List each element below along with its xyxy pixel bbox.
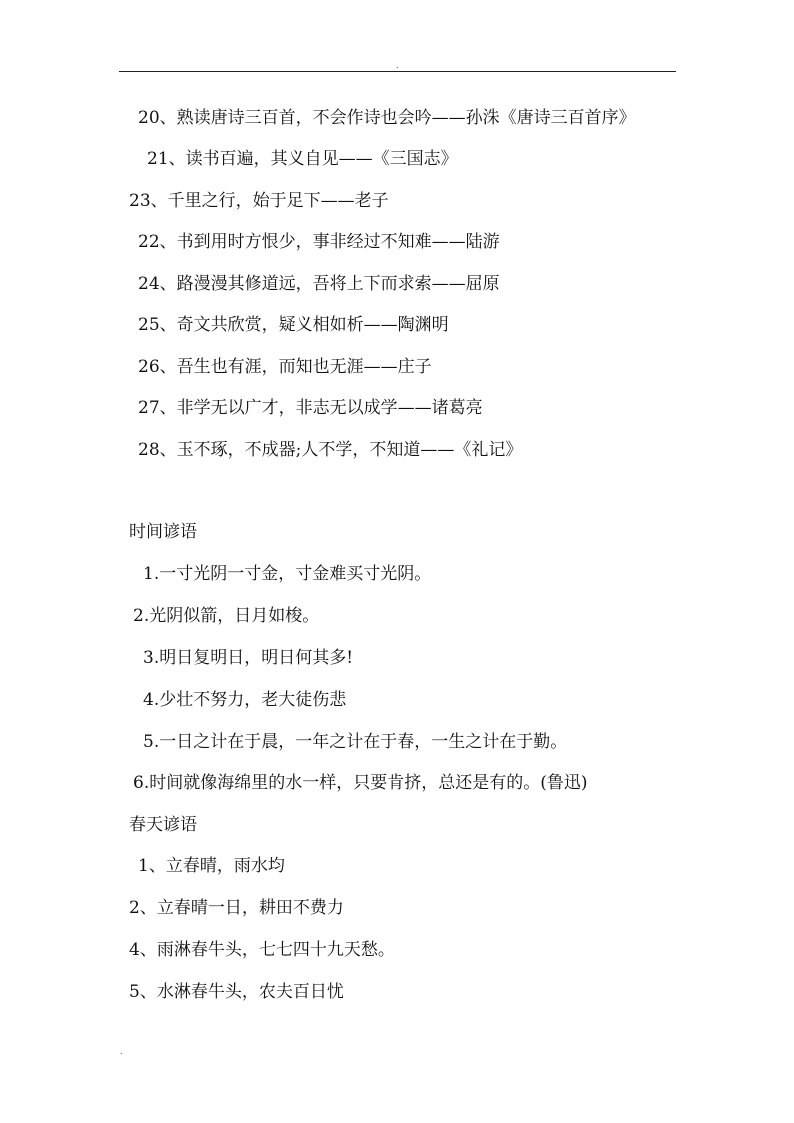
footer-mark: . <box>120 1047 123 1056</box>
quote-item: 28、玉不琢，不成器;人不学，不知道——《礼记》 <box>138 440 523 460</box>
section-heading-spring: 春天谚语 <box>129 815 197 835</box>
header-rule <box>119 71 676 72</box>
spring-proverb-item: 1、立春晴，雨水均 <box>138 856 285 876</box>
header-mark: . <box>396 61 399 70</box>
quote-item: 27、非学无以广才，非志无以成学——诸葛亮 <box>138 398 483 418</box>
section-heading-time: 时间谚语 <box>129 522 197 542</box>
time-proverb-item: 1.一寸光阴一寸金，寸金难买寸光阴。 <box>143 564 432 584</box>
time-proverb-item: 2.光阴似箭，日月如梭。 <box>133 606 320 626</box>
quote-item: 25、奇文共欣赏，疑义相如析——陶渊明 <box>138 315 449 335</box>
quote-item: 24、路漫漫其修道远，吾将上下而求索——屈原 <box>138 274 500 294</box>
quote-item: 26、吾生也有涯，而知也无涯——庄子 <box>138 357 432 377</box>
spring-proverb-item: 4、雨淋春牛头，七七四十九天愁。 <box>129 940 395 960</box>
spring-proverb-item: 2、立春晴一日，耕田不费力 <box>129 898 344 918</box>
time-proverb-item: 6.时间就像海绵里的水一样，只要肯挤，总还是有的。(鲁迅) <box>133 773 588 793</box>
quote-item: 22、书到用时方恨少，事非经过不知难——陆游 <box>138 232 500 252</box>
time-proverb-item: 5.一日之计在于晨，一年之计在于春，一生之计在于勤。 <box>143 732 568 752</box>
quote-item: 21、读书百遍，其义自见——《三国志》 <box>147 149 458 169</box>
time-proverb-item: 4.少壮不努力，老大徒伤悲 <box>143 690 347 710</box>
spring-proverb-item: 5、水淋春牛头，农夫百日忧 <box>129 982 344 1002</box>
quote-item: 20、熟读唐诗三百首，不会作诗也会吟——孙洙《唐诗三百首序》 <box>138 108 636 128</box>
time-proverb-item: 3.明日复明日，明日何其多! <box>143 648 354 668</box>
quote-item: 23、千里之行，始于足下——老子 <box>129 191 389 211</box>
